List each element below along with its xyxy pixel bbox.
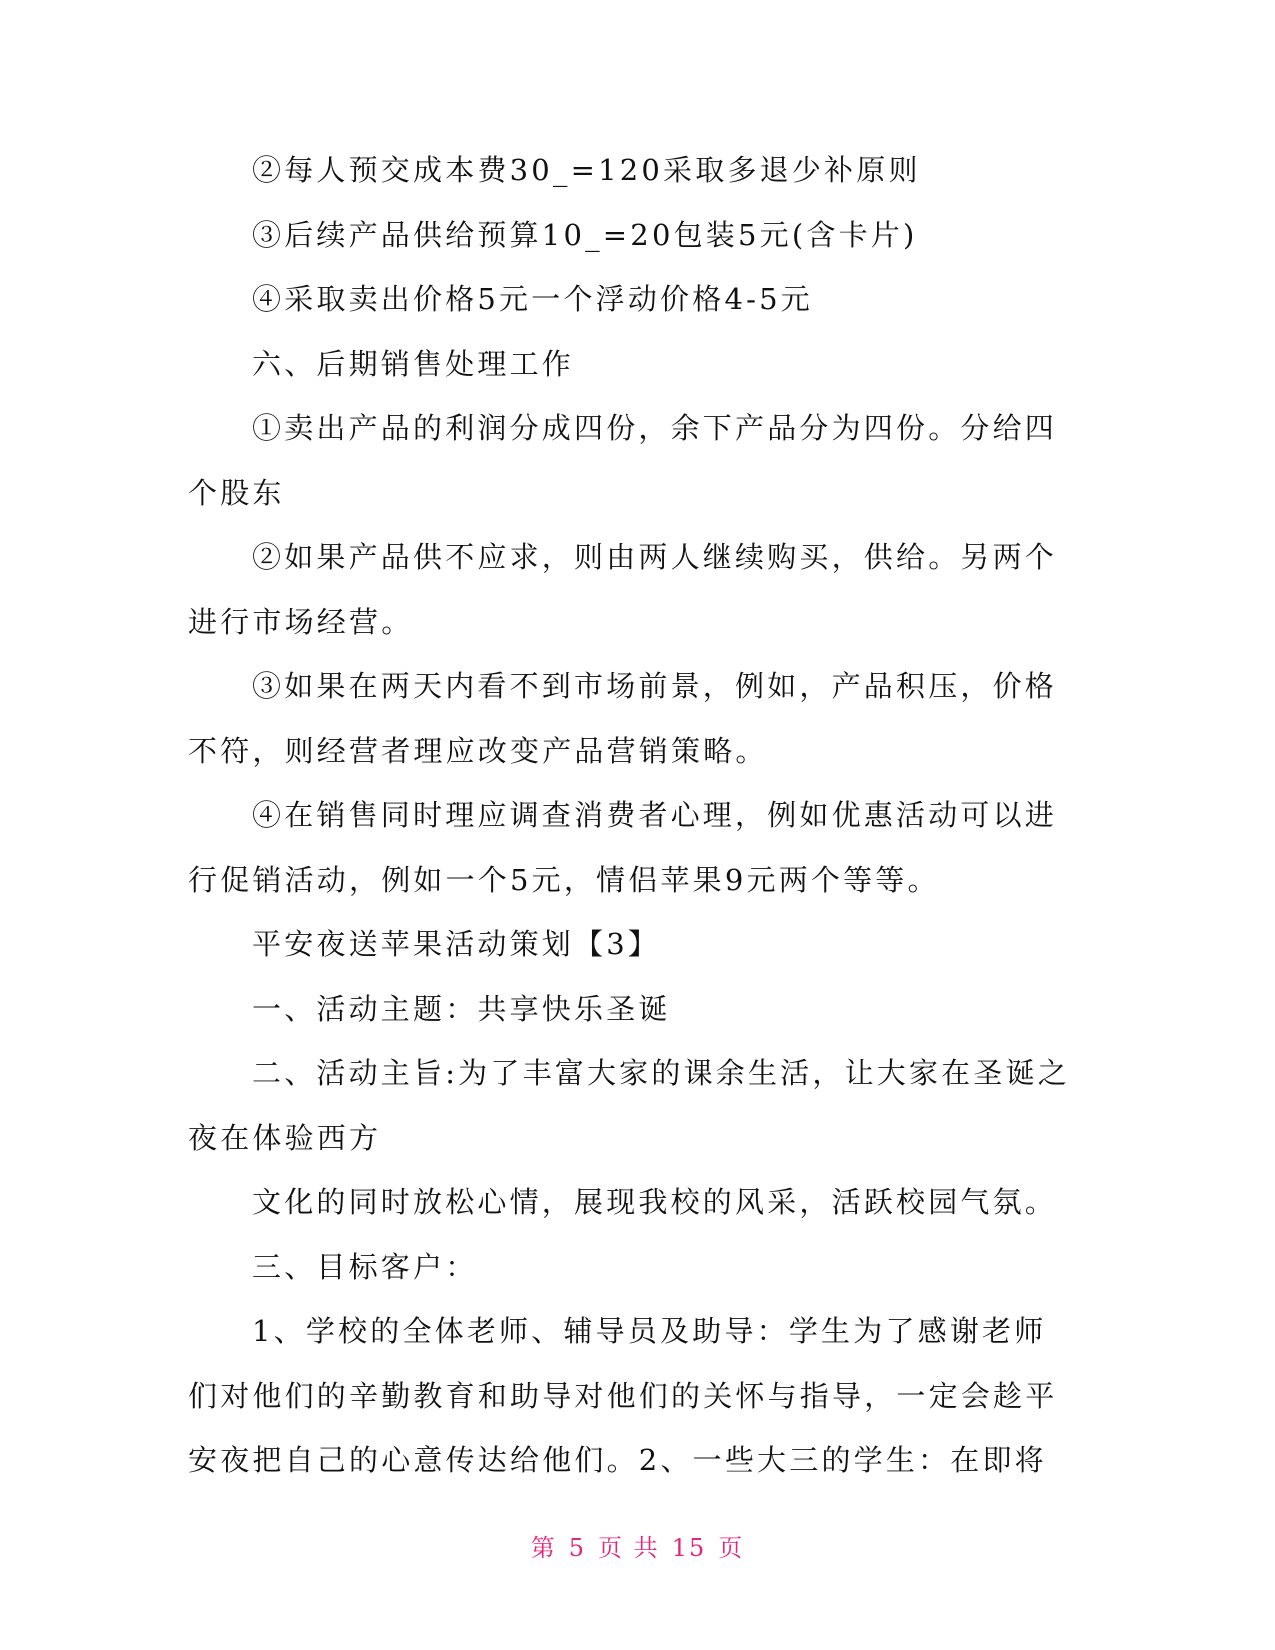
paragraph: 二、活动主旨:为了丰富大家的课余生活，让大家在圣诞之夜在体验西方 bbox=[188, 1056, 1070, 1155]
document-section-title: 平安夜送苹果活动策划【3】 bbox=[252, 927, 661, 961]
paragraph: ②每人预交成本费30_=120采取多退少补原则 bbox=[252, 153, 921, 187]
section-heading: 三、目标客户： bbox=[252, 1249, 478, 1284]
paragraph: 1、学校的全体老师、辅导员及助导：学生为了感谢老师们对他们的辛勤教育和助导对他们的关怀与指导，一定会趁平安夜把自己的心意传达给他们。2、一些大三的学生：在即将 bbox=[188, 1314, 1058, 1477]
paragraph: ②如果产品供不应求，则由两人继续购买，供给。另两个进行市场经营。 bbox=[188, 540, 1058, 639]
paragraph: 文化的同时放松心情，展现我校的风采，活跃校园气氛。 bbox=[252, 1185, 1058, 1219]
footer-middle: 页 共 bbox=[598, 1534, 660, 1562]
paragraph: ①卖出产品的利润分成四份，余下产品分为四份。分给四个股东 bbox=[188, 411, 1058, 510]
paragraph: ④在销售同时理应调查消费者心理，例如优惠活动可以进行促销活动，例如一个5元，情侣苹果9元两个等等。 bbox=[188, 798, 1058, 897]
paragraph: ④采取卖出价格5元一个浮动价格4-5元 bbox=[252, 282, 813, 316]
document-body bbox=[188, 138, 1078, 1493]
section-heading: 一、活动主题：共享快乐圣诞 bbox=[252, 991, 671, 1026]
paragraph: ③后续产品供给预算10_=20包装5元(含卡片) bbox=[252, 217, 918, 252]
section-heading: 六、后期销售处理工作 bbox=[252, 346, 575, 381]
page-footer bbox=[0, 1528, 1275, 1563]
footer-suffix: 页 bbox=[718, 1534, 745, 1562]
paragraph: ③如果在两天内看不到市场前景，例如，产品积压，价格不符，则经营者理应改变产品营销策略。 bbox=[188, 669, 1058, 768]
footer-total-pages: 15 bbox=[671, 1534, 707, 1562]
footer-prefix: 第 bbox=[530, 1534, 557, 1562]
footer-current-page: 5 bbox=[568, 1534, 587, 1562]
